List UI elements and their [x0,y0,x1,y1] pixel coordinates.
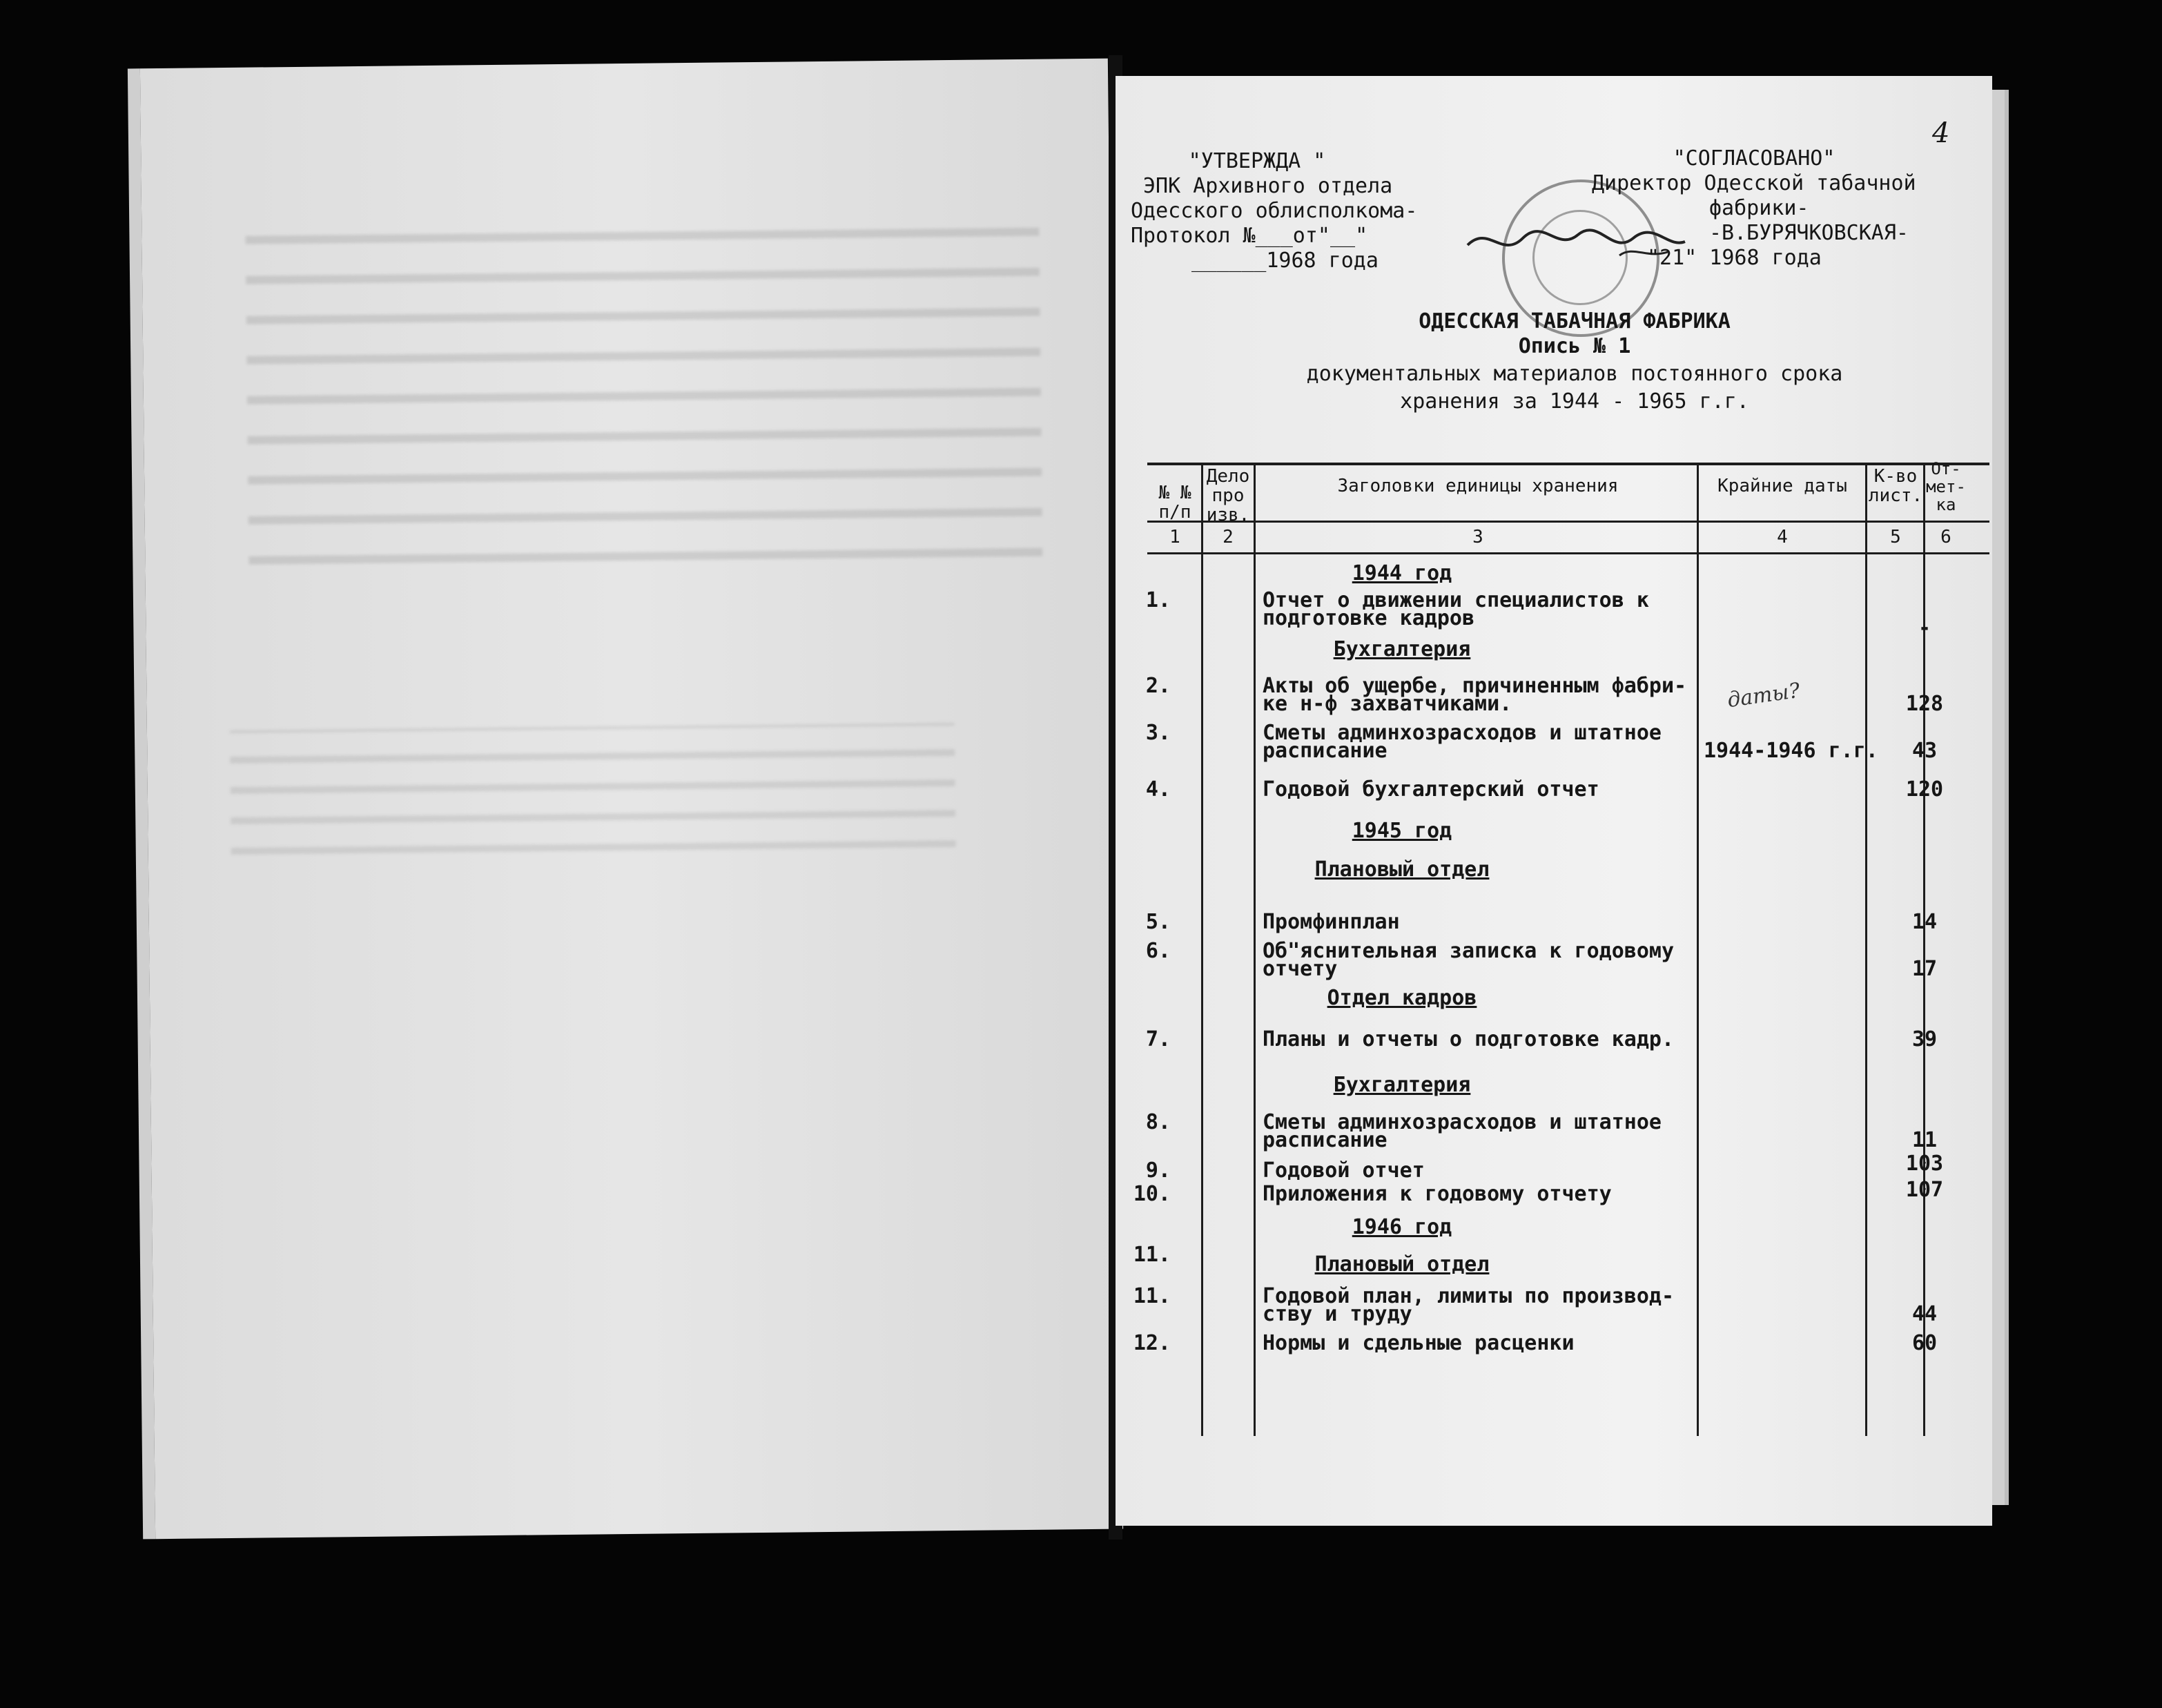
approval-caption: "УТВЕРЖДА " [1188,149,1326,173]
row-count: 120 [1905,777,1944,802]
subtitle-line-2: хранения за 1944 - 1965 г.г. [1400,389,1749,414]
row-title-cont: подготовке кадров [1263,606,1475,630]
bleed-through-text [245,197,1042,565]
row-title: Годовой отчет [1263,1158,1425,1183]
row-title-cont: ке н-ф захватчиками. [1263,692,1512,716]
row-title: Отчет о движении специалистов к [1263,588,1649,612]
agreement-line-2: фабрики- [1709,196,1809,220]
section-heading: Бухгалтерия [1333,637,1471,661]
row-title: Об"яснительная записка к годовому [1263,939,1675,963]
row-count: 128 [1905,692,1944,716]
header-dates: Крайние даты [1717,476,1847,496]
section-heading: 1944 год [1352,561,1452,585]
row-count: 107 [1905,1178,1944,1202]
section-heading: Плановый отдел [1314,1252,1490,1277]
agreement-line-1: Директор Одесской табачной [1592,171,1916,195]
section-heading: 1945 год [1352,819,1452,843]
agreement-line-4: "21" 1968 года [1647,246,1822,270]
agreement-caption: "СОГЛАСОВАНО" [1673,146,1835,171]
subtitle-line-1: документальных материалов постоянного срока [1306,362,1843,386]
header-count: К-во лист. [1868,466,1923,506]
row-number: 8. [1145,1110,1171,1134]
row-count: 17 [1911,957,1938,981]
row-title: Нормы и сдельные расценки [1263,1331,1575,1355]
approval-line-3: Протокол №___от"__" [1131,224,1368,248]
row-number: 11. [1133,1243,1171,1267]
row-number: 4. [1145,777,1171,802]
row-title: Годовой бухгалтерский отчет [1263,777,1599,802]
row-dates: 1944-1946 г.г. [1704,739,1878,763]
row-number: 2. [1145,674,1171,698]
row-count: 43 [1911,739,1938,763]
row-title: Приложения к годовому отчету [1263,1182,1612,1206]
row-title: Планы и отчеты о подготовке кадр. [1263,1027,1675,1051]
row-count: - [1918,616,1931,640]
colnum-1: 1 [1169,527,1180,547]
row-title: Годовой план, лимиты по производ- [1263,1284,1675,1308]
section-heading: 1946 год [1352,1215,1452,1239]
table-header-rule [1147,521,1989,523]
row-count: 14 [1911,910,1938,934]
row-number: 1. [1145,588,1171,612]
approval-line-4: ______1968 года [1191,249,1379,273]
col-divider-5 [1923,463,1925,1436]
col-divider-4 [1865,463,1867,1436]
page-number: 4 [1932,117,1950,149]
col-divider-3 [1697,463,1699,1436]
section-heading: Отдел кадров [1327,986,1477,1010]
row-number: 7. [1145,1027,1171,1051]
agreement-line-3: -В.БУРЯЧКОВСКАЯ- [1709,221,1909,245]
colnum-2: 2 [1223,527,1234,547]
header-case: Дело про изв. [1206,466,1250,525]
right-page [1116,76,1992,1526]
colnum-6: 6 [1940,527,1951,547]
row-title-cont: расписание [1263,739,1387,763]
row-number: 3. [1145,721,1171,745]
row-title: Сметы админхозрасходов и штатное [1263,1110,1662,1134]
row-title: Сметы админхозрасходов и штатное [1263,721,1662,745]
header-title: Заголовки единицы хранения [1337,476,1619,496]
section-heading: Бухгалтерия [1333,1073,1471,1097]
row-title-cont: ству и труду [1263,1302,1412,1326]
bleed-through-signature-block [230,723,956,855]
row-title: Акты об ущербе, причиненным фабри- [1263,674,1687,698]
colnum-4: 4 [1777,527,1788,547]
handwritten-note: даты? [1726,678,1802,713]
row-count: 103 [1905,1152,1944,1176]
row-number: 9. [1145,1158,1171,1183]
row-title: Промфинплан [1263,910,1400,934]
row-title-cont: отчету [1263,957,1338,981]
table-top-rule [1147,463,1989,465]
row-number: 12. [1133,1331,1171,1355]
approval-line-1: ЭПК Архивного отдела [1143,174,1393,198]
row-number: 5. [1145,910,1171,934]
inventory-title: Опись № 1 [1518,334,1631,358]
row-count: 39 [1911,1027,1938,1051]
colnum-3: 3 [1472,527,1483,547]
section-heading: Плановый отдел [1314,857,1490,882]
row-count: 44 [1911,1302,1938,1326]
row-count: 60 [1911,1331,1938,1355]
col-divider-2 [1254,463,1256,1436]
row-number: 10. [1133,1182,1171,1206]
colnum-5: 5 [1890,527,1901,547]
row-count: 11 [1911,1128,1938,1152]
row-number: 6. [1145,939,1171,963]
table-colnum-rule [1147,552,1989,554]
row-title-cont: расписание [1263,1128,1387,1152]
row-number: 11. [1133,1284,1171,1308]
header-num: № № п/п [1158,483,1191,523]
org-title: ОДЕССКАЯ ТАБАЧНАЯ ФАБРИКА [1419,309,1731,333]
approval-line-2: Одесского облисполкома- [1131,199,1418,223]
left-page [128,59,1123,1540]
col-divider-1 [1201,463,1203,1436]
header-mark: От- мет- ка [1926,459,1966,514]
